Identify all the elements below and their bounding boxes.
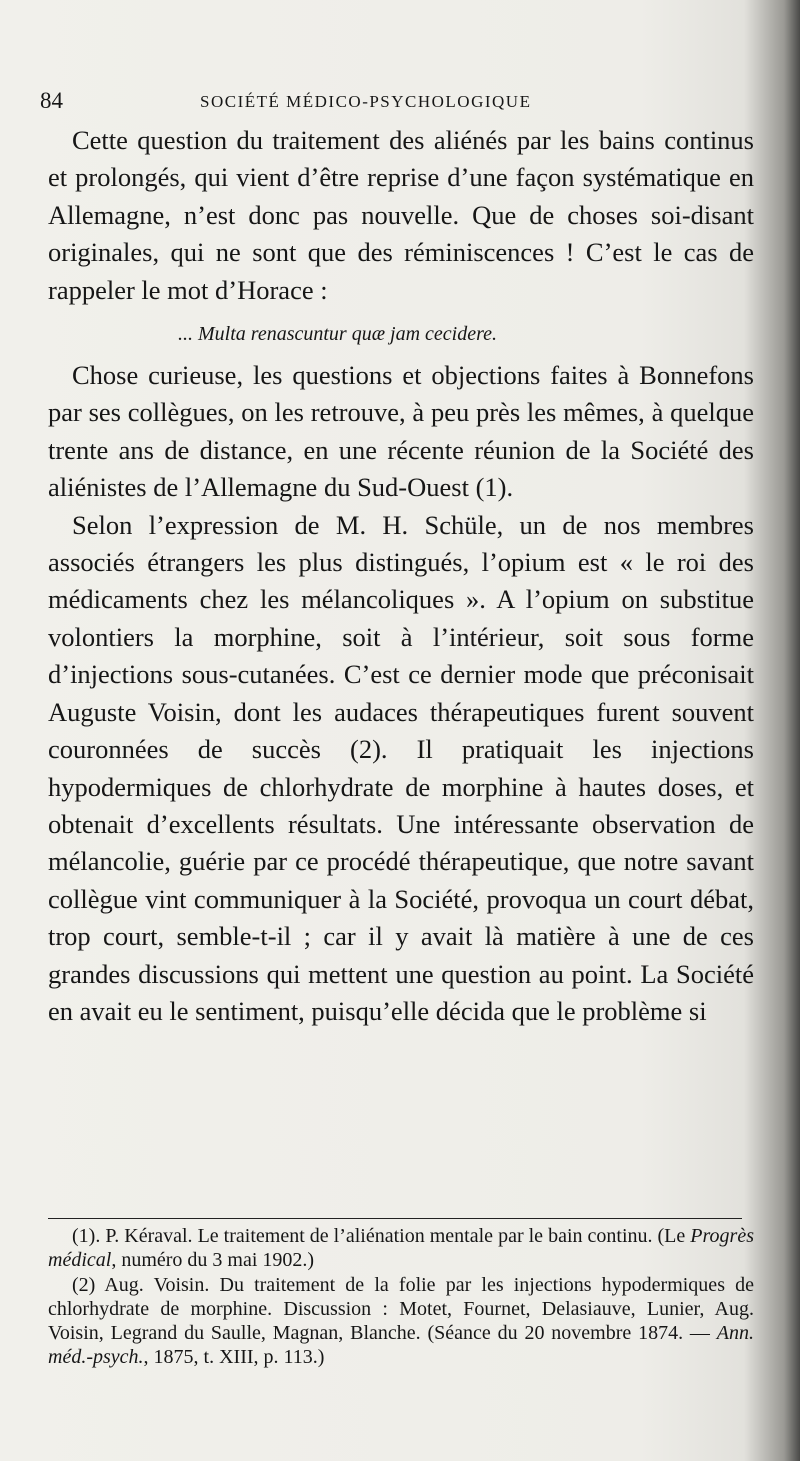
page-number: 84 bbox=[40, 88, 63, 113]
footnote-divider bbox=[48, 1218, 742, 1219]
paragraph-1: Cette question du traitement des aliénés par les bains continus et prolongés, qui vient d’être reprise d’une façon systématique en Allemagne, n’est donc pas nouvelle. Que de choses soi-disant originales, qui ne sont que des réminiscences ! C’est le cas de rappeler le mot d’Horace : bbox=[48, 125, 754, 305]
body-text bbox=[48, 122, 754, 1030]
footnote-1-text-end: , numéro du 3 mai 1902.) bbox=[111, 1249, 315, 1272]
paragraph-3: Selon l’expression de M. H. Schüle, un de nos membres associés étrangers les plus distingués, l’opium est « le roi des médicaments chez les mélancoliques ». A l’opium on substitue volontiers la morphine, soit à l’intérieur, soit sous forme d’injections sous-cutanées. C’est ce dernier mode que préconisait Auguste Voisin, dont les audaces thérapeutiques furent souvent couronnées de succès (2). Il pratiquait les injections hypodermiques de chlorhydrate de morphine à hautes doses, et obtenait d’excellents résultats. Une intéressante observation de mélancolie, guérie par ce procédé thérapeutique, que notre savant collègue vint communiquer à la Société, provoqua un court débat, trop court, semble-t-il ; car il y avait là matière à une de ces grandes discussions qui mettent une question au point. La Société en avait eu le sentiment, puisqu’elle décida que le problème si bbox=[48, 509, 754, 1026]
paragraph-2: Chose curieuse, les questions et objections faites à Bonnefons par ses collègues, on les retrouve, à peu près les mêmes, à quelque trente ans de distance, en une récente réunion de la Société des aliénistes de l’Allemagne du Sud-Ouest (1). bbox=[48, 360, 754, 503]
running-head: SOCIÉTÉ MÉDICO-PSYCHOLOGIQUE bbox=[200, 92, 532, 111]
footnote-2-text-end: , 1875, t. XIII, p. 113.) bbox=[143, 1346, 325, 1369]
latin-quote: ... Multa renascuntur quæ jam cecidere. bbox=[178, 323, 498, 346]
footnotes bbox=[48, 1224, 754, 1370]
page-header bbox=[40, 88, 740, 118]
footnote-2-journal: Ann. méd.-psych. bbox=[48, 1322, 754, 1369]
footnote-1 bbox=[48, 1224, 754, 1273]
footnote-2 bbox=[48, 1273, 754, 1370]
footnote-2-text-start: (2) Aug. Voisin. Du traitement de la folie par les injections hypodermiques de chlorhydrate de morphine. Discussion : Motet, Fournet, Delasiauve, Lunier, Aug. Voisin, Legrand du Saulle, Magnan, Blanche. (Séance du 20 novembre 1874. — bbox=[48, 1273, 754, 1345]
footnote-1-journal: Progrès médical bbox=[48, 1225, 754, 1272]
footnote-1-text-start: (1). P. Kéraval. Le traitement de l’aliénation mentale par le bain continu. (Le bbox=[72, 1225, 691, 1247]
